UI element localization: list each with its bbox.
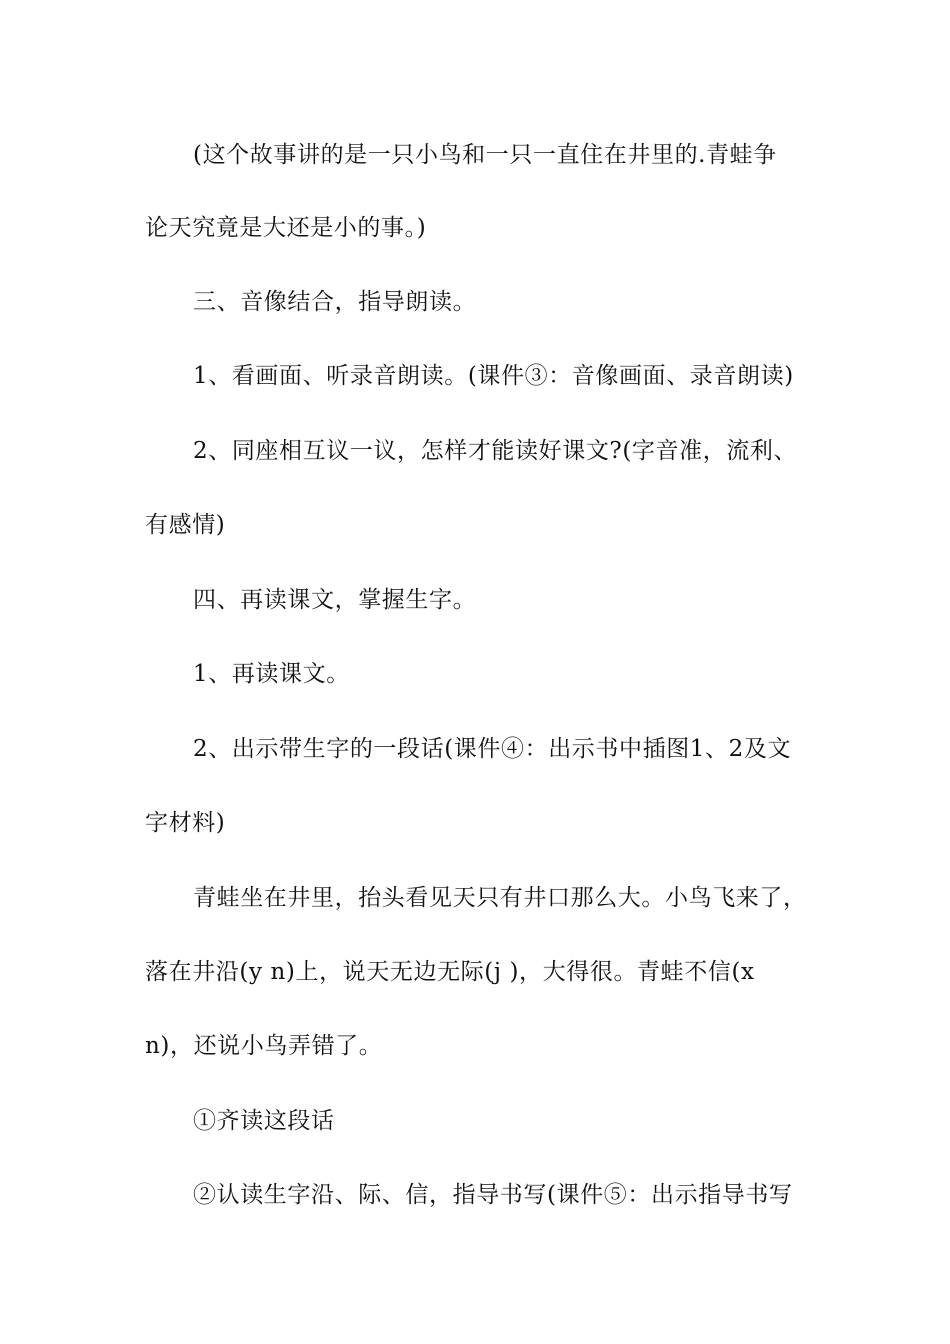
paragraph-4-line-2: 有感情) — [145, 512, 226, 538]
paragraph-3-line-1: 1、看画面、听录音朗读。(课件③：音像画面、录音朗读) — [193, 363, 794, 389]
paragraph-1-line-1: (这个故事讲的是一只小鸟和一只一直住在井里的.青蛙争 — [193, 142, 777, 168]
paragraph-4-line-1: 2、同座相互议一议，怎样才能读好课文?(字音准，流利、 — [193, 438, 798, 464]
section-heading-4: 四、再读课文，掌握生字。 — [193, 587, 477, 613]
passage-line-2: 落在井沿(y n)上，说天无边无际(j )，大得很。青蛙不信(x — [145, 959, 755, 985]
passage-line-1: 青蛙坐在井里，抬头看见天只有井口那么大。小鸟飞来了， — [193, 885, 807, 911]
passage-line-3: n)，还说小鸟弄错了。 — [145, 1033, 383, 1059]
section-heading-3: 三、音像结合，指导朗读。 — [193, 289, 477, 315]
paragraph-9-line-1: ①齐读这段话 — [193, 1108, 335, 1134]
paragraph-10-line-1: ②认读生字沿、际、信，指导书写(课件⑤：出示指导书写 — [193, 1182, 793, 1208]
paragraph-7-line-2: 字材料) — [145, 810, 226, 836]
paragraph-7-line-1: 2、出示带生字的一段话(课件④：出示书中插图1、2及文 — [193, 736, 792, 762]
paragraph-6-line-1: 1、再读课文。 — [193, 661, 350, 687]
paragraph-1-line-2: 论天究竟是大还是小的事。) — [145, 215, 427, 241]
